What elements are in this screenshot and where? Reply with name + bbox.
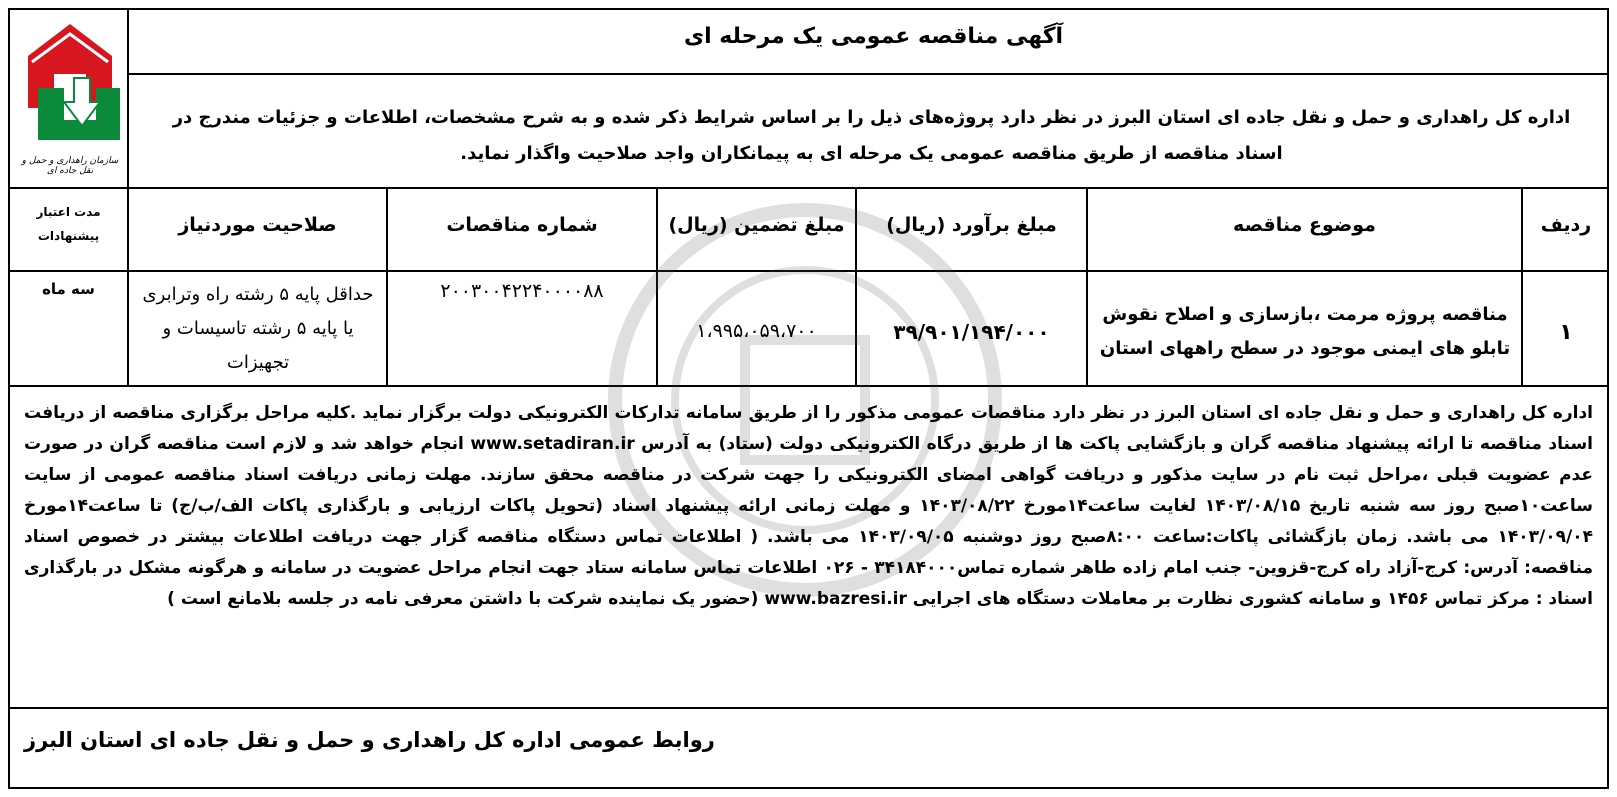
tender-notice xyxy=(8,8,1609,789)
cell-validity: سه ماه xyxy=(42,280,95,298)
cell-row-number: ۱ xyxy=(1559,320,1573,345)
col-header-row: ردیف xyxy=(1540,214,1592,236)
col-header-estimate: مبلغ برآورد (ریال) xyxy=(886,214,1057,236)
cell-qualification: حداقل پایه ۵ رشته راه وترابری یا پایه ۵ رشته تاسیسات و تجهیزات xyxy=(142,284,374,373)
body-divider xyxy=(10,707,1607,709)
logo-caption: سازمان راهداری و حمل و نقل جاده ای xyxy=(21,156,119,176)
cell-tender-number: ۲۰۰۳۰۰۴۲۲۴۰۰۰۰۸۸ xyxy=(440,280,604,302)
title-divider xyxy=(128,73,1607,75)
table-bottom-divider xyxy=(10,385,1607,387)
col-header-validity-2: پیشنهادات xyxy=(37,229,100,243)
notice-body: اداره کل راهداری و حمل و نقل جاده ای استان البرز در نظر دارد مناقصات عمومی مذکور را از طریق سامانه تدارکات الکترونیکی دولت برگزار نماید .کلیه مراحل برگزاری مناقصه از دریافت اسناد مناقصه تا ارائه پیشنهاد مناقصه گران و بازگشایی پاکت ها از طریق درگاه الکترونیکی دولت (ستاد) به آدرس www.setadiran.ir انجام خواهد شد و لازم است مناقصه گران در صورت عدم عضویت قبلی ،مراحل ثبت نام در سایت مذکور و دریافت گواهی امضای الکترونیکی را جهت شرکت در مناقصه محقق سازند. مهلت زمانی دریافت اسناد مناقصه عمومی از سایت ساعت۱۰صبح روز سه شنبه تاریخ ۱۴۰۳/۰۸/۱۵ لغایت ساعت۱۴مورخ ۱۴۰۳/۰۸/۲۲ و مهلت زمانی ارائه پیشنهاد اسناد (تحویل پاکات ارزیابی و بارگذاری پاکات الف/ب/ج) تا ساعت۱۴مورخ ۱۴۰۳/۰۹/۰۴ می باشد. زمان بازگشائی پاکات:ساعت ۸:۰۰صبح روز دوشنبه ۱۴۰۳/۰۹/۰۵ می باشد. ( اطلاعات تماس دستگاه مناقصه گزار جهت دریافت اطلاعات بیشتر در خصوص اسناد مناقصه: آدرس: کرج-آزاد راه کرج-قزوین- جنب امام زاده طاهر شماره تماس۳۴۱۸۴۰۰۰ - ۰۲۶ اطلاعات تماس سامانه ستاد جهت انجام مراحل عضویت در سامانه و هرگونه مشکل در بارگذاری اسناد : مرکز تماس ۱۴۵۶ و سامانه کشوری نظارت بر معاملات دستگاه های اجرایی www.bazresi.ir (حضور یک نماینده شرکت با داشتن معرفی نامه در جلسه بلامانع است ) xyxy=(24,403,1594,609)
notice-title: آگهی مناقصه عمومی یک مرحله ای xyxy=(683,24,1064,49)
col-header-qualification: صلاحیت موردنیاز xyxy=(178,214,337,236)
table-header-divider xyxy=(10,270,1607,272)
col-header-validity-1: مدت اعتبار xyxy=(36,205,101,219)
col-header-number: شماره مناقصات xyxy=(446,214,598,236)
signature-line: روابط عمومی اداره کل راهداری و حمل و نقل جاده ای استان البرز xyxy=(24,728,715,752)
col-header-guarantee: مبلغ تضمین (ریال) xyxy=(668,214,845,236)
cell-estimate: ۳۹/۹۰۱/۱۹۴/۰۰۰ xyxy=(893,320,1050,344)
org-logo xyxy=(14,16,126,186)
road-arrow-logo-icon xyxy=(14,16,126,156)
notice-intro: اداره کل راهداری و حمل و نقل جاده ای استان البرز در نظر دارد پروژه‌های ذیل را بر اساس شرایط ذکر شده و به شرح مشخصات، اطلاعات و جزئیات مندرج در اسناد مناقصه از طریق مناقصه عمومی یک مرحله ای به پیمانکاران واجد صلاحیت واگذار نماید. xyxy=(172,107,1571,164)
col-header-subject: موضوع مناقصه xyxy=(1233,214,1376,236)
cell-guarantee: ۱،۹۹۵،۰۵۹،۷۰۰ xyxy=(696,320,817,342)
intro-divider xyxy=(10,187,1607,189)
cell-subject: مناقصه پروژه مرمت ،بازسازی و اصلاح نقوش تابلو های ایمنی موجود در سطح راههای استان xyxy=(1099,304,1511,359)
logo-divider xyxy=(127,10,129,187)
